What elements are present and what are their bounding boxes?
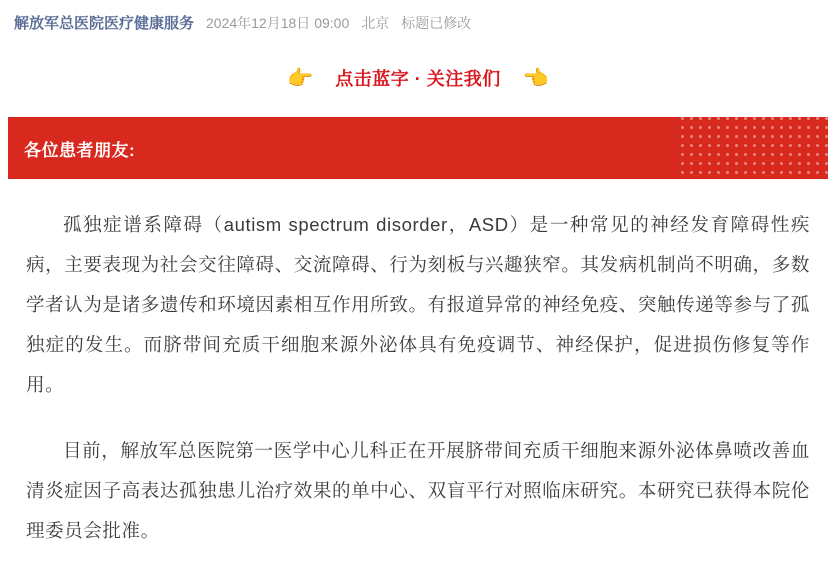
pointing-hand-icon: 👈 (522, 66, 549, 90)
follow-us-row (0, 65, 836, 91)
paragraph: 目前，解放军总医院第一医学中心儿科正在开展脐带间充质干细胞来源外泌体鼻喷改善血清炎症因子高表达孤独患儿治疗效果的单中心、双盲平行对照临床研究。本研究已获得本院伦理委员会批准。 (26, 440, 810, 541)
article-meta-bar (0, 0, 836, 43)
banner-dot-pattern (678, 117, 828, 179)
article-body (0, 179, 836, 551)
follow-us-text[interactable]: 点击蓝字 · 关注我们 (335, 69, 501, 89)
edit-status: 标题已修改 (401, 15, 472, 31)
section-banner (8, 117, 828, 179)
publish-location: 北京 (361, 15, 390, 31)
pointing-hand-icon: 👉 (287, 66, 314, 90)
account-name-link[interactable]: 解放军总医院医疗健康服务 (14, 15, 195, 32)
banner-title: 各位患者朋友: (24, 140, 136, 160)
paragraph: 孤独症谱系障碍（autism spectrum disorder，ASD）是一种常见的神经发育障碍性疾病，主要表现为社会交往障碍、交流障碍、行为刻板与兴趣狭窄。其发病机制尚不明确，多数学者认为是诸多遗传和环境因素相互作用所致。有报道异常的神经免疫、突触传递等参与了孤独症的发生。而脐带间充质干细胞来源外泌体具有免疫调节、神经保护，促进损伤修复等作用。 (26, 214, 810, 395)
publish-date: 2024年12月18日 09:00 (206, 15, 350, 31)
